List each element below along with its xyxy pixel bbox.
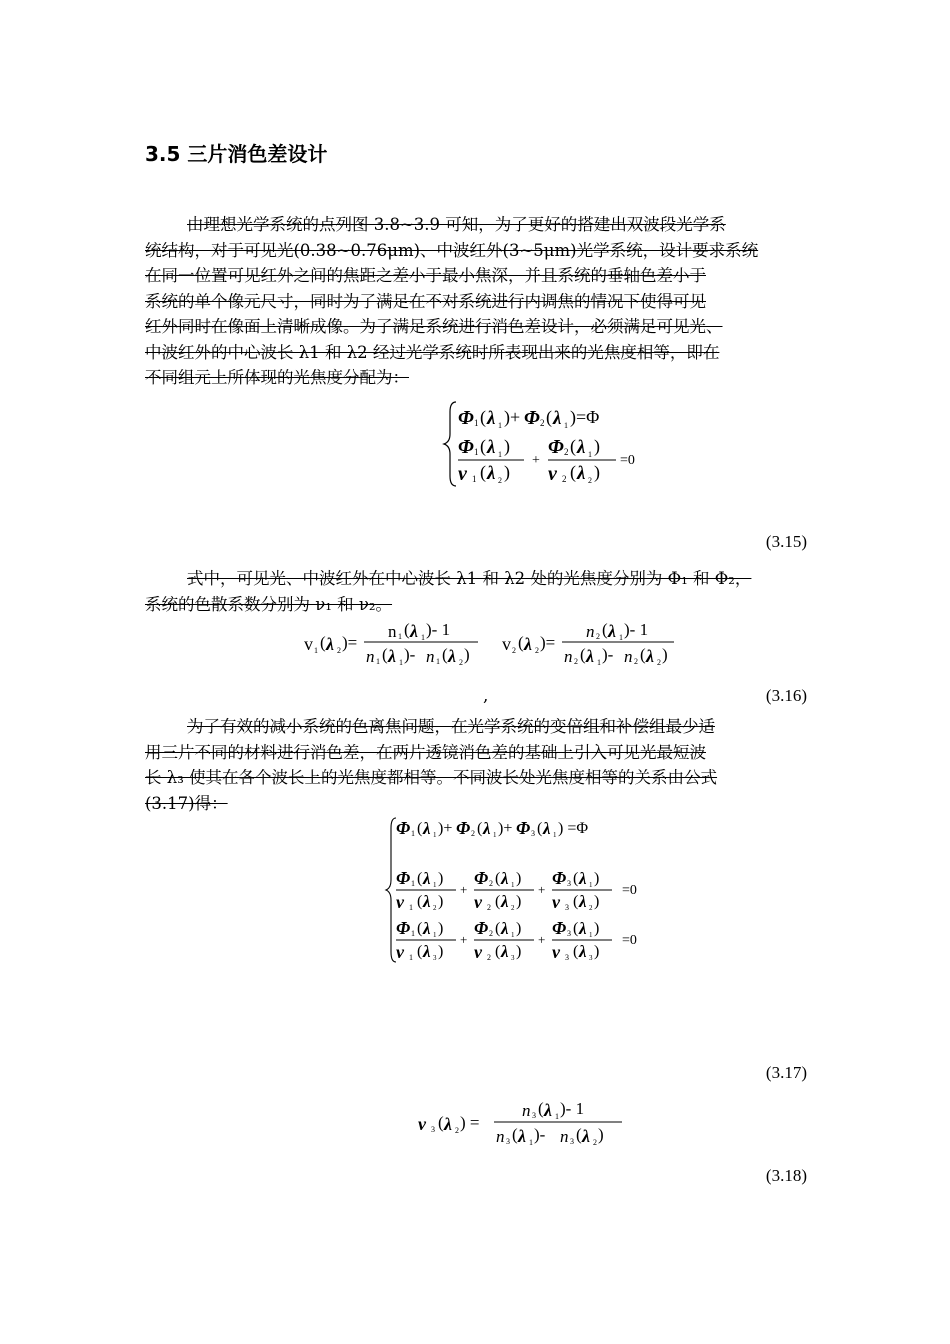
svg-text:1: 1 xyxy=(398,632,402,641)
equation-3-18 xyxy=(414,1096,634,1152)
svg-text:)+: )+ xyxy=(504,407,521,427)
svg-text:1: 1 xyxy=(474,447,479,457)
svg-text:(: ( xyxy=(538,1099,544,1118)
svg-text:(: ( xyxy=(495,870,501,887)
svg-text:ν: ν xyxy=(396,942,404,962)
svg-text:): ) xyxy=(438,943,444,960)
svg-text:n: n xyxy=(426,647,435,666)
svg-text:ν: ν xyxy=(418,1114,426,1134)
svg-text:λ: λ xyxy=(586,646,594,666)
svg-text:λ: λ xyxy=(608,621,616,641)
svg-text:(: ( xyxy=(417,893,423,910)
svg-text:λ: λ xyxy=(448,646,456,666)
svg-text:2: 2 xyxy=(471,829,475,838)
svg-text:1: 1 xyxy=(399,658,403,667)
svg-text:ν: ν xyxy=(552,892,560,912)
svg-text:1: 1 xyxy=(314,646,318,655)
svg-text:λ: λ xyxy=(483,819,491,838)
svg-text:λ: λ xyxy=(543,819,551,838)
svg-text:1: 1 xyxy=(555,1112,559,1121)
svg-text:+: + xyxy=(460,932,468,947)
svg-text:)- 1: )- 1 xyxy=(560,1099,585,1118)
svg-text:2: 2 xyxy=(459,658,463,667)
svg-text:λ: λ xyxy=(501,892,509,911)
svg-text:): ) xyxy=(594,462,600,482)
svg-text:=0: =0 xyxy=(620,453,635,468)
svg-text:2: 2 xyxy=(589,904,593,912)
svg-text:): ) xyxy=(516,893,522,910)
svg-text:Φ: Φ xyxy=(474,868,489,888)
svg-text:λ: λ xyxy=(579,919,587,938)
svg-text:n: n xyxy=(560,1127,569,1146)
svg-text:1: 1 xyxy=(436,657,440,666)
svg-text:3: 3 xyxy=(506,1137,510,1146)
svg-text:3: 3 xyxy=(532,1111,536,1120)
equation-number: (3.17) xyxy=(765,1063,807,1082)
svg-text:Φ: Φ xyxy=(552,868,567,888)
text-line: 系统的色散系数分别为 ν₁ 和 ν₂。 xyxy=(145,594,393,614)
svg-text:3: 3 xyxy=(570,1137,574,1146)
equation-3-17 xyxy=(384,814,654,966)
svg-text:2: 2 xyxy=(455,1126,459,1135)
svg-text:n: n xyxy=(624,647,633,666)
equation-number: (3.16) xyxy=(765,686,807,705)
svg-text:1: 1 xyxy=(498,450,502,459)
svg-text:n: n xyxy=(366,647,375,666)
svg-text:(: ( xyxy=(640,645,646,664)
svg-text:n: n xyxy=(564,647,573,666)
svg-text:) =: ) = xyxy=(460,1113,480,1132)
svg-text:)=: )= xyxy=(540,633,556,652)
svg-text:(: ( xyxy=(573,920,579,937)
svg-text:2: 2 xyxy=(540,418,545,428)
svg-text:ν: ν xyxy=(474,892,482,912)
svg-text:Φ: Φ xyxy=(474,918,489,938)
svg-text:+: + xyxy=(538,882,546,897)
svg-text:+: + xyxy=(532,453,540,468)
svg-text:1: 1 xyxy=(433,881,437,889)
svg-text:3: 3 xyxy=(589,954,593,962)
svg-text:): ) xyxy=(598,1125,604,1144)
svg-text:(: ( xyxy=(495,943,501,960)
paragraph-intro xyxy=(145,212,807,391)
svg-text:2: 2 xyxy=(487,953,491,962)
text-line: 在同一位置可见红外之间的焦距之差小于最小焦深，并且系统的垂轴色差小于 xyxy=(145,266,706,285)
svg-text:) =Φ: ) =Φ xyxy=(558,820,589,837)
svg-text:(: ( xyxy=(480,436,486,456)
svg-text:): ) xyxy=(464,645,470,664)
svg-text:2: 2 xyxy=(535,646,539,655)
svg-text:(: ( xyxy=(438,1113,444,1132)
svg-text:): ) xyxy=(504,436,510,456)
equation-number: (3.18) xyxy=(765,1166,807,1185)
svg-text:λ: λ xyxy=(487,463,496,484)
svg-text:λ: λ xyxy=(518,1126,526,1146)
svg-text:λ: λ xyxy=(444,1114,452,1134)
svg-text:(: ( xyxy=(417,943,423,960)
svg-text:n: n xyxy=(496,1127,505,1146)
svg-text:2: 2 xyxy=(562,474,567,484)
svg-text:1: 1 xyxy=(511,931,515,939)
svg-text:)- 1: )- 1 xyxy=(624,620,649,639)
svg-text:Φ: Φ xyxy=(396,918,411,938)
svg-text:3: 3 xyxy=(565,953,569,962)
svg-text:Φ: Φ xyxy=(396,818,411,838)
svg-text:): ) xyxy=(594,920,600,937)
svg-text:2: 2 xyxy=(593,1138,597,1147)
svg-text:)-: )- xyxy=(534,1125,546,1144)
svg-text:): ) xyxy=(662,645,668,664)
svg-text:n: n xyxy=(522,1101,531,1120)
text-line: 由理想光学系统的点列图 3.8~3.9 可知，为了更好的搭建出双波段光学系 xyxy=(187,215,726,234)
svg-text:): ) xyxy=(516,943,522,960)
svg-text:): ) xyxy=(594,436,600,456)
svg-text:(: ( xyxy=(518,633,524,652)
svg-text:ν: ν xyxy=(548,463,557,485)
svg-text:1: 1 xyxy=(409,953,413,962)
equation-number: (3.15) xyxy=(765,532,807,551)
svg-text:): ) xyxy=(516,920,522,937)
svg-text:): ) xyxy=(438,920,444,937)
svg-text:2: 2 xyxy=(634,657,638,666)
svg-text:λ: λ xyxy=(577,437,586,458)
svg-text:λ: λ xyxy=(410,621,418,641)
svg-text:(: ( xyxy=(573,943,579,960)
svg-text:)=Φ: )=Φ xyxy=(570,407,600,427)
svg-text:1: 1 xyxy=(376,657,380,666)
svg-text:1: 1 xyxy=(474,418,479,428)
svg-text:1: 1 xyxy=(493,831,497,839)
svg-text:λ: λ xyxy=(423,819,431,838)
text-line: 用三片不同的材料进行消色差，在两片透镜消色差的基础上引入可见光最短波 xyxy=(145,742,706,762)
svg-text:λ: λ xyxy=(544,1100,552,1120)
svg-text:1: 1 xyxy=(433,931,437,939)
svg-text:2: 2 xyxy=(337,646,341,655)
text-line: 式中，可见光、中波红外在中心波长 λ1 和 λ2 处的光焦度分别为 Φ₁ 和 Φ₂， xyxy=(187,569,752,588)
svg-text:(: ( xyxy=(573,870,579,887)
svg-text:1: 1 xyxy=(589,931,593,939)
svg-text:Φ: Φ xyxy=(458,407,474,429)
svg-text:1: 1 xyxy=(498,421,502,430)
svg-text:1: 1 xyxy=(564,421,568,430)
svg-text:Φ: Φ xyxy=(516,818,531,838)
text-line: 为了有效的减小系统的色离焦问题，在光学系统的变倍组和补偿组最少适 xyxy=(187,717,715,736)
svg-text:λ: λ xyxy=(579,942,587,961)
svg-text:(: ( xyxy=(480,407,486,427)
svg-text:(: ( xyxy=(417,920,423,937)
svg-text:)-: )- xyxy=(404,645,416,664)
svg-text:λ: λ xyxy=(582,1126,590,1146)
svg-text:λ: λ xyxy=(579,892,587,911)
svg-text:1: 1 xyxy=(597,658,601,667)
svg-text:λ: λ xyxy=(646,646,654,666)
svg-text:(: ( xyxy=(570,462,576,482)
svg-text:Φ: Φ xyxy=(456,818,471,838)
svg-text:1: 1 xyxy=(511,881,515,889)
svg-text:ν: ν xyxy=(458,463,467,485)
svg-text:): ) xyxy=(504,462,510,482)
svg-text:(: ( xyxy=(602,620,608,639)
svg-text:(: ( xyxy=(495,920,501,937)
svg-text:): ) xyxy=(594,943,600,960)
svg-text:ν: ν xyxy=(552,942,560,962)
svg-text:ν: ν xyxy=(474,942,482,962)
svg-text:1: 1 xyxy=(411,879,415,888)
svg-text:λ: λ xyxy=(388,646,396,666)
svg-text:): ) xyxy=(438,893,444,910)
svg-text:(: ( xyxy=(546,407,552,427)
svg-text:λ: λ xyxy=(423,892,431,911)
svg-text:2: 2 xyxy=(489,879,493,888)
svg-text:1: 1 xyxy=(529,1138,533,1147)
svg-text:λ: λ xyxy=(524,634,532,654)
svg-text:2: 2 xyxy=(487,903,491,912)
svg-text:3: 3 xyxy=(511,954,515,962)
svg-text:1: 1 xyxy=(472,474,477,484)
svg-text:2: 2 xyxy=(512,646,516,655)
svg-text:v: v xyxy=(502,634,511,654)
svg-text:Φ: Φ xyxy=(396,868,411,888)
paragraph-three-lens xyxy=(145,714,807,816)
svg-text:2: 2 xyxy=(588,476,592,485)
svg-text:λ: λ xyxy=(553,408,562,429)
svg-text:2: 2 xyxy=(564,447,569,457)
svg-text:Φ: Φ xyxy=(548,436,564,458)
comma: , xyxy=(483,686,489,706)
svg-text:)-: )- xyxy=(602,645,614,664)
svg-text:)+: )+ xyxy=(498,820,513,837)
text-line: (3.17)得： xyxy=(145,793,228,813)
svg-text:(: ( xyxy=(580,645,586,664)
svg-text:λ: λ xyxy=(423,869,431,888)
svg-text:1: 1 xyxy=(553,831,557,839)
svg-text:(: ( xyxy=(320,633,326,652)
svg-text:3: 3 xyxy=(431,1125,435,1134)
svg-text:(: ( xyxy=(404,620,410,639)
svg-text:3: 3 xyxy=(567,929,571,938)
svg-text:Φ: Φ xyxy=(552,918,567,938)
svg-text:λ: λ xyxy=(501,919,509,938)
svg-text:(: ( xyxy=(573,893,579,910)
svg-text:λ: λ xyxy=(423,919,431,938)
svg-text:ν: ν xyxy=(396,892,404,912)
svg-text:v: v xyxy=(304,634,313,654)
svg-text:n: n xyxy=(586,622,595,641)
text-line: 系统的单个像元尺寸，同时为了满足在不对系统进行内调焦的情况下使得可见 xyxy=(145,291,706,311)
svg-text:2: 2 xyxy=(433,904,437,912)
svg-text:λ: λ xyxy=(577,463,586,484)
svg-text:1: 1 xyxy=(588,450,592,459)
svg-text:=0: =0 xyxy=(622,883,637,898)
svg-text:1: 1 xyxy=(411,929,415,938)
svg-text:λ: λ xyxy=(326,634,334,654)
svg-text:(: ( xyxy=(512,1125,518,1144)
text-line: 统结构，对于可见光(0.38~0.76μm)、中波红外(3~5μm)光学系统，设计要求系统 xyxy=(145,240,759,260)
svg-text:2: 2 xyxy=(657,658,661,667)
svg-text:3: 3 xyxy=(567,879,571,888)
equation-3-16 xyxy=(300,618,680,672)
svg-text:λ: λ xyxy=(579,869,587,888)
svg-text:)+: )+ xyxy=(438,820,453,837)
svg-text:): ) xyxy=(438,870,444,887)
svg-text:λ: λ xyxy=(487,408,496,429)
svg-text:λ: λ xyxy=(487,437,496,458)
section-heading: 3.5 三片消色差设计 xyxy=(145,142,328,166)
svg-text:λ: λ xyxy=(501,869,509,888)
svg-text:3: 3 xyxy=(433,954,437,962)
svg-text:Φ: Φ xyxy=(458,436,474,458)
svg-text:(: ( xyxy=(417,820,423,837)
svg-text:2: 2 xyxy=(511,904,515,912)
svg-text:=0: =0 xyxy=(622,933,637,948)
text-line: 不同组元上所体现的光焦度分配为： xyxy=(145,368,409,387)
svg-text:2: 2 xyxy=(596,632,600,641)
paragraph-definitions xyxy=(145,566,807,617)
svg-text:)- 1: )- 1 xyxy=(426,620,451,639)
svg-text:(: ( xyxy=(417,870,423,887)
svg-text:(: ( xyxy=(382,645,388,664)
svg-text:2: 2 xyxy=(574,657,578,666)
svg-text:1: 1 xyxy=(411,829,415,838)
svg-text:)=: )= xyxy=(342,633,358,652)
text-line: 长 λ₃ 使其在各个波长上的光焦度都相等。不同波长处光焦度相等的关系由公式 xyxy=(145,768,718,787)
text-line: 红外同时在像面上清晰成像。为了满足系统进行消色差设计，必须满足可见光、 xyxy=(145,317,723,336)
svg-text:(: ( xyxy=(477,820,483,837)
svg-text:+: + xyxy=(460,882,468,897)
svg-text:1: 1 xyxy=(619,633,623,642)
svg-text:1: 1 xyxy=(421,633,425,642)
svg-text:λ: λ xyxy=(501,942,509,961)
svg-text:(: ( xyxy=(576,1125,582,1144)
svg-text:Φ: Φ xyxy=(524,407,540,429)
svg-text:3: 3 xyxy=(531,829,535,838)
svg-text:): ) xyxy=(516,870,522,887)
svg-text:(: ( xyxy=(480,462,486,482)
svg-text:1: 1 xyxy=(433,831,437,839)
svg-text:(: ( xyxy=(442,645,448,664)
svg-text:2: 2 xyxy=(498,476,502,485)
svg-text:3: 3 xyxy=(565,903,569,912)
svg-text:λ: λ xyxy=(423,942,431,961)
svg-text:n: n xyxy=(388,622,397,641)
svg-text:(: ( xyxy=(570,436,576,456)
svg-text:): ) xyxy=(594,870,600,887)
svg-text:1: 1 xyxy=(409,903,413,912)
svg-text:): ) xyxy=(594,893,600,910)
equation-3-15 xyxy=(440,398,660,490)
text-line: 中波红外的中心波长 λ1 和 λ2 经过光学系统时所表现出来的光焦度相等，即在 xyxy=(145,342,720,362)
svg-text:(: ( xyxy=(537,820,543,837)
svg-text:+: + xyxy=(538,932,546,947)
svg-text:2: 2 xyxy=(489,929,493,938)
svg-text:1: 1 xyxy=(589,881,593,889)
svg-text:(: ( xyxy=(495,893,501,910)
